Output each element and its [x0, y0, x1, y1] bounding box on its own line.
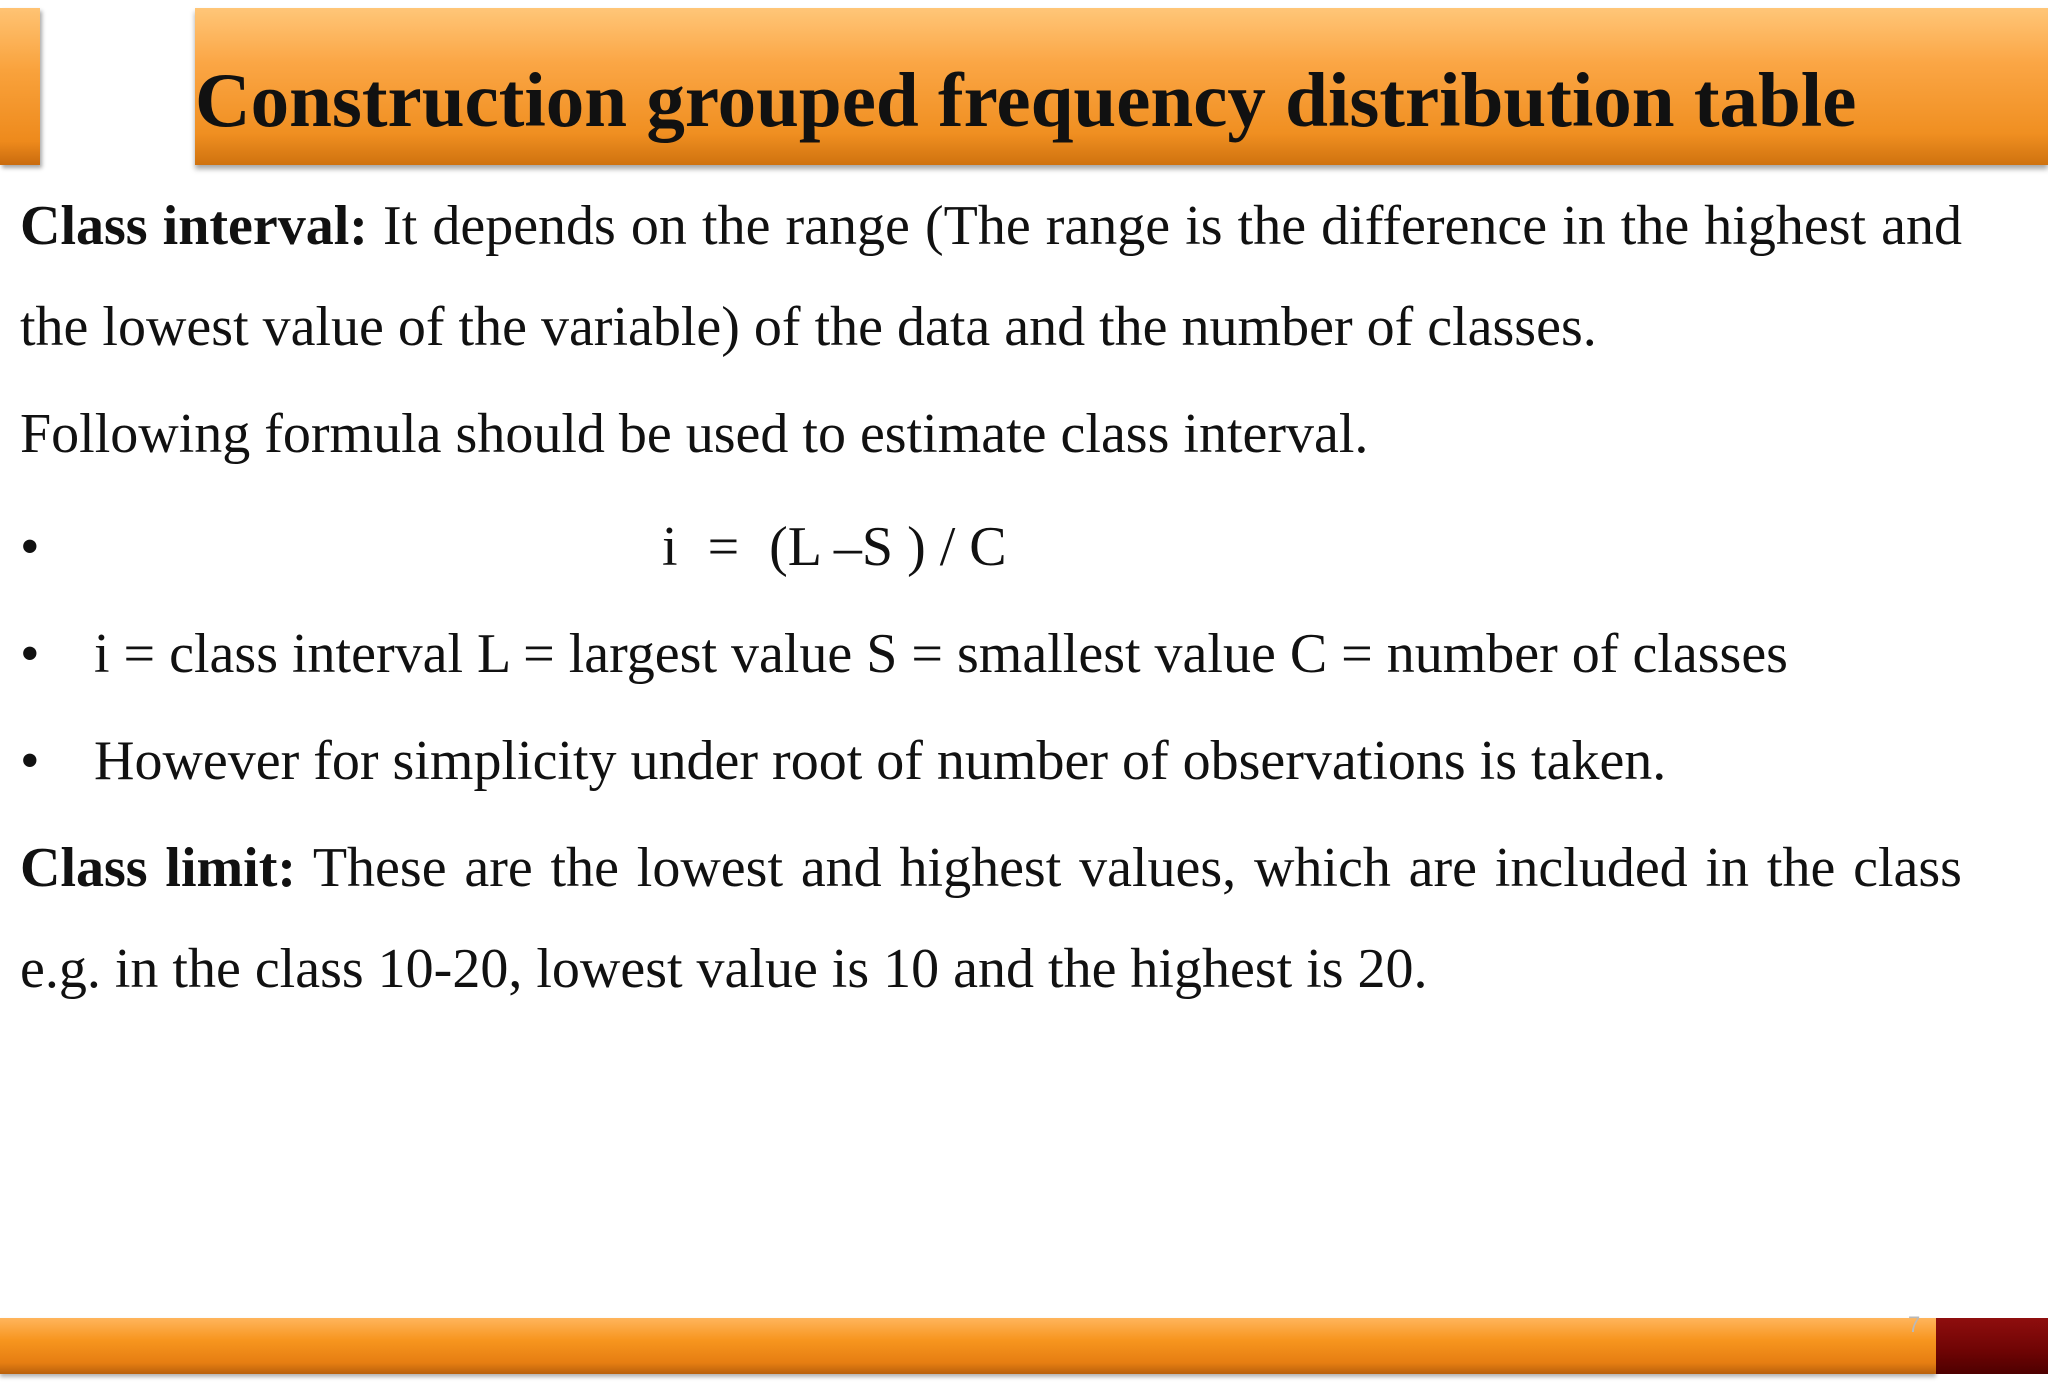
class-limit-text: These are the lowest and highest values, which are included in the class e.g. in the class 10-20, lowest value is 10 and the highest is 20.: [20, 837, 1962, 1000]
class-interval-paragraph: [20, 176, 1962, 378]
definition-s: S = smallest value: [866, 623, 1276, 685]
formula-intro: Following formula should be used to estimate class interval.: [20, 403, 1369, 465]
class-limit-term: Class limit:: [20, 837, 297, 899]
footer-bar: [0, 1318, 1936, 1374]
class-limit-paragraph: [20, 818, 1962, 1020]
formula-lhs: i: [662, 516, 678, 578]
slide-content: [20, 176, 1962, 1020]
definitions-bullet: [20, 604, 1962, 705]
formula-equals: =: [707, 516, 740, 578]
formula-bullet: [20, 491, 1962, 604]
formula-rhs: (L –S ) / C: [769, 516, 1007, 578]
title-bar: [195, 8, 2048, 165]
simplicity-bullet: [20, 705, 1962, 818]
slide-title: Construction grouped frequency distribution table: [195, 57, 1857, 143]
definition-i: i = class interval: [94, 623, 464, 685]
class-interval-formula: [662, 491, 1007, 604]
bullet-icon: •: [20, 730, 40, 792]
bullet-icon: •: [20, 516, 40, 578]
definition-l: L = largest value: [477, 623, 853, 685]
class-interval-term: Class interval:: [20, 195, 368, 257]
simplicity-note: However for simplicity under root of number of observations is taken.: [94, 730, 1667, 792]
bullet-icon: •: [20, 623, 40, 685]
footer-corner-block: [1936, 1318, 2048, 1374]
page-number: 7: [1908, 1312, 1921, 1337]
left-accent-tab: [0, 8, 40, 165]
definition-c: C = number of classes: [1289, 623, 1788, 685]
class-interval-text: It depends on the range (The range is the difference in the highest and the lowest value of the variable) of the data and the number of classes.: [20, 195, 1963, 358]
